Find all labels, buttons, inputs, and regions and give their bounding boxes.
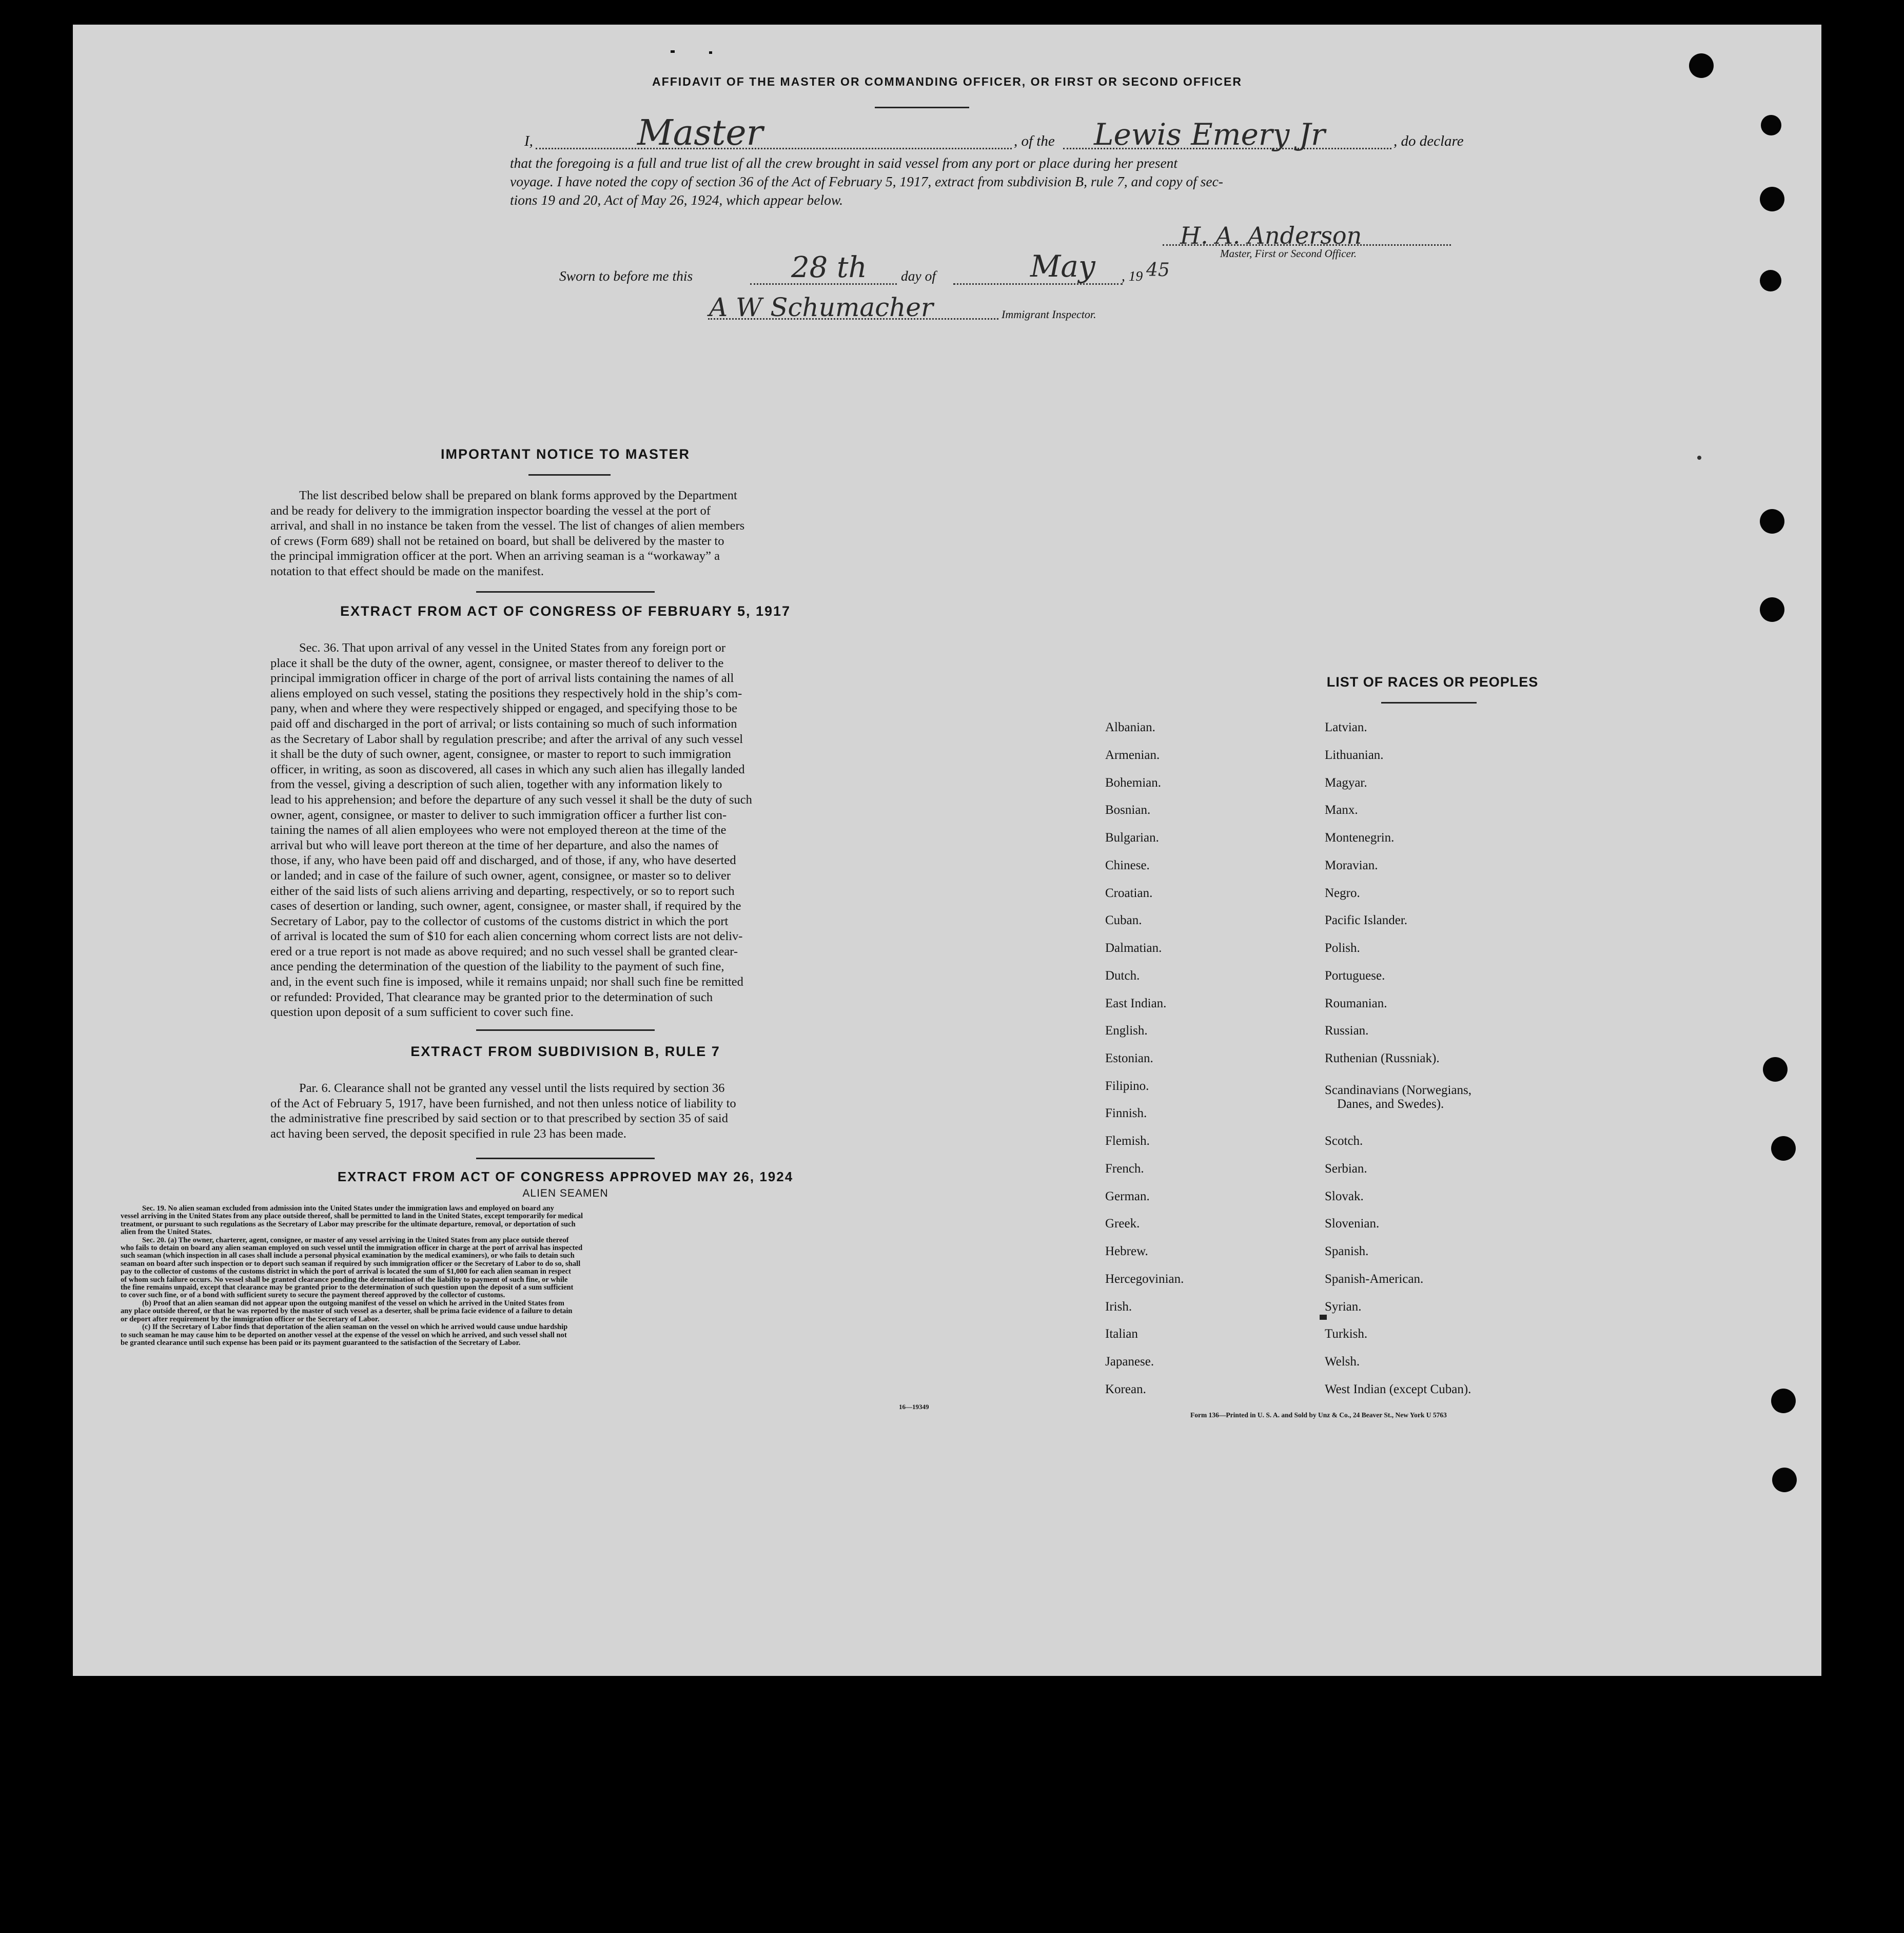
- printing-speck: [671, 50, 675, 53]
- handwritten-vessel: Lewis Emery Jr: [1094, 117, 1325, 152]
- race-item: Spanish.: [1325, 1244, 1369, 1258]
- rule7-title: EXTRACT FROM SUBDIVISION B, RULE 7: [410, 1044, 720, 1059]
- section-rule: [476, 591, 655, 593]
- race-item: Greek.: [1105, 1217, 1140, 1231]
- race-item: Hebrew.: [1105, 1244, 1148, 1258]
- notice-line: and be ready for delivery to the immigration inspector boarding the vessel at the port of: [270, 503, 711, 518]
- fine-line: (b) Proof that an alien seaman did not appear upon the outgoing manifest of the vessel on which he arrived in the United States from: [142, 1299, 564, 1307]
- punch-hole: [1760, 597, 1784, 622]
- rule7-line: of the Act of February 5, 1917, have been furnished, and not then unless notice of liability to: [270, 1096, 736, 1110]
- extract-line: place it shall be the duty of the owner, agent, consignee, or master thereof to deliver to the: [270, 656, 724, 670]
- notice-line: of crews (Form 689) shall not be retained on board, but shall be delivered by the master to: [270, 534, 724, 548]
- extract-line: cases of desertion or landing, such owner, agent, consignee, or master shall, if required by the: [270, 899, 741, 913]
- extract-line: those, if any, who have been paid off and discharged, and of those, if any, who have deserted: [270, 853, 736, 868]
- notice-line: notation to that effect should be made on the manifest.: [270, 564, 544, 578]
- section-rule: [476, 1029, 655, 1031]
- races-rule: [1381, 702, 1477, 704]
- race-item: Serbian.: [1325, 1162, 1367, 1176]
- race-item: East Indian.: [1105, 997, 1167, 1010]
- punch-hole: [1771, 1389, 1796, 1413]
- printer-imprint: Form 136—Printed in U. S. A. and Sold by Unz & Co., 24 Beaver St., New York U 5763: [1190, 1411, 1447, 1419]
- extract-line: of arrival is located the sum of $10 for each alien concerning whom correct lists are not deliv-: [270, 929, 743, 944]
- extract-line: and, in the event such fine is imposed, while it remains unpaid; nor shall such fine be remitted: [270, 975, 743, 989]
- notice-line: The list described below shall be prepared on blank forms approved by the Department: [299, 489, 737, 502]
- race-item: Syrian.: [1325, 1300, 1362, 1314]
- punch-hole: [1760, 187, 1784, 211]
- fine-line: who fails to detain on board any alien seaman employed on such vessel until the immigration officer in charge at the port of arrival has inspected: [121, 1244, 583, 1253]
- race-item: Italian: [1105, 1327, 1138, 1341]
- fine-line: treatment, or pursuant to such regulations as the Secretary of Labor may prescribe for the ultimate departure, removal, or deportation of such: [121, 1220, 576, 1228]
- race-item: Moravian.: [1325, 858, 1378, 872]
- affidavit-line: that the foregoing is a full and true list of all the crew brought in said vessel from any port or place during her present: [510, 155, 1178, 171]
- punch-hole: [1760, 270, 1781, 291]
- races-title: LIST OF RACES OR PEOPLES: [1326, 674, 1539, 690]
- punch-hole: [1763, 1057, 1788, 1082]
- fine-line: Sec. 19. No alien seaman excluded from admission into the United States under the immigration laws and employed on board any: [142, 1204, 554, 1213]
- race-item: Turkish.: [1325, 1327, 1368, 1341]
- notice-line: the principal immigration officer at the port. When an arriving seaman is a “workaway” a: [270, 549, 720, 563]
- punch-hole: [1771, 1136, 1796, 1161]
- extract-line: as the Secretary of Labor shall by regulation prescribe; and after the arrival of any such vessel: [270, 732, 743, 746]
- race-item: Scandinavians (Norwegians,: [1325, 1083, 1472, 1097]
- race-item: Chinese.: [1105, 858, 1150, 872]
- affidavit-line: voyage. I have noted the copy of section 36 of the Act of February 5, 1917, extract from subdivision B, rule 7, and copy of sec-: [510, 173, 1223, 189]
- rule7-line: act having been served, the deposit specified in rule 23 has been made.: [270, 1126, 626, 1141]
- handwritten-day: 28 th: [791, 251, 867, 284]
- extract-line: owner, agent, consignee, or master to deliver to such immigration officer a further list con-: [270, 808, 727, 822]
- fine-line: such seaman (which inspection in all cases shall include a personal physical examination by the medical examiners), or who fails to detain such: [121, 1252, 575, 1260]
- race-item: Bosnian.: [1105, 803, 1151, 817]
- extract-line: lead to his apprehension; and before the departure of any such vessel it shall be the duty of such: [270, 792, 752, 807]
- race-item: Dalmatian.: [1105, 941, 1162, 955]
- race-item: Finnish.: [1105, 1106, 1147, 1120]
- race-item: Bulgarian.: [1105, 831, 1159, 845]
- race-item: English.: [1105, 1024, 1148, 1038]
- race-item: Cuban.: [1105, 913, 1142, 927]
- race-item: Roumanian.: [1325, 997, 1387, 1010]
- fine-line: Sec. 20. (a) The owner, charterer, agent, consignee, or master of any vessel arriving in the United States from any place outside thereof: [142, 1236, 569, 1244]
- punch-hole: [1772, 1468, 1797, 1492]
- extract-line: principal immigration officer in charge of the port of arrival lists containing the names of all: [270, 671, 734, 686]
- extract-line: Sec. 36. That upon arrival of any vessel in the United States from any foreign port or: [299, 641, 725, 655]
- year-prefix: , 19: [1122, 268, 1143, 284]
- race-item: Scotch.: [1325, 1134, 1363, 1148]
- printing-speck: [709, 51, 712, 54]
- document-page: [73, 25, 1821, 1676]
- race-item: Russian.: [1325, 1024, 1369, 1038]
- race-item: Montenegrin.: [1325, 831, 1395, 845]
- affidavit-text: [510, 154, 1223, 209]
- rule7-line: Par. 6. Clearance shall not be granted any vessel until the lists required by section 36: [299, 1081, 725, 1095]
- ink-mark: [1320, 1315, 1327, 1320]
- race-item: West Indian (except Cuban).: [1325, 1382, 1471, 1396]
- race-item: Slovenian.: [1325, 1217, 1380, 1231]
- handwritten-year: 45: [1146, 260, 1170, 281]
- rule7-line: the administrative fine prescribed by said section or to that prescribed by section 35 of said: [270, 1111, 728, 1126]
- race-item: Japanese.: [1105, 1355, 1154, 1369]
- handwritten-name: Master: [637, 113, 763, 153]
- race-item: Danes, and Swedes).: [1337, 1097, 1444, 1111]
- notice-line: arrival, and shall in no instance be taken from the vessel. The list of changes of alien members: [270, 519, 745, 533]
- handwritten-month: May: [1030, 249, 1095, 284]
- race-item: Flemish.: [1105, 1134, 1150, 1148]
- race-item: French.: [1105, 1162, 1144, 1176]
- race-item: Portuguese.: [1325, 969, 1385, 983]
- race-item: Negro.: [1325, 886, 1360, 900]
- punch-hole: [1689, 53, 1714, 78]
- fine-line: seaman on board after such inspection or to deport such seaman if required by such immigration officer or the Secretary of Labor to do so, shall: [121, 1259, 581, 1268]
- race-item: Irish.: [1105, 1300, 1132, 1314]
- race-item: Latvian.: [1325, 720, 1367, 734]
- race-item: Pacific Islander.: [1325, 913, 1408, 927]
- fine-line: to such seaman he may cause him to be deported on another vessel at the expense of the vessel on which he arrived, and such vessel shall not: [121, 1331, 567, 1339]
- title-rule: [875, 107, 969, 108]
- inspector-signature: A W Schumacher: [709, 292, 933, 322]
- extract-1917-body: [270, 640, 855, 1020]
- fine-line: or deport after requirement by the immigration officer or the Secretary of Labor.: [121, 1315, 380, 1323]
- notice-title: IMPORTANT NOTICE TO MASTER: [441, 446, 690, 462]
- extract-line: arrival but who will leave port thereon at the time of her departure, and also the names of: [270, 838, 719, 852]
- of-the-label: , of the: [1014, 133, 1055, 149]
- race-item: Albanian.: [1105, 720, 1155, 734]
- extract-line: officer, in writing, as soon as discovered, all cases in which any such alien has illegally landed: [270, 762, 745, 776]
- race-item: Filipino.: [1105, 1079, 1149, 1093]
- race-item: Magyar.: [1325, 776, 1367, 790]
- fine-line: pay to the collector of customs of the customs district in which the port of arrival is located the sum of $1,000 for each alien seaman in respect: [121, 1267, 571, 1276]
- fine-line: the fine remains unpaid, except that clearance may be granted prior to the determination of such question upon the deposit of a sum sufficient: [121, 1283, 574, 1292]
- race-item: Polish.: [1325, 941, 1360, 955]
- race-item: Welsh.: [1325, 1355, 1360, 1369]
- race-item: Ruthenian (Russniak).: [1325, 1051, 1440, 1065]
- extract-line: it shall be the duty of such owner, agent, consignee, or master to report to such immigration: [270, 747, 731, 762]
- punch-hole: [1760, 509, 1784, 534]
- race-item: Korean.: [1105, 1382, 1146, 1396]
- race-item: Estonian.: [1105, 1051, 1153, 1065]
- extract-line: Secretary of Labor, pay to the collector of customs of the customs district in which the port: [270, 914, 729, 928]
- extract-1924-subtitle: ALIEN SEAMEN: [522, 1187, 609, 1199]
- race-item: Spanish-American.: [1325, 1272, 1424, 1286]
- name-line: [536, 148, 1012, 149]
- rule7-body: [270, 1081, 855, 1141]
- sworn-label: Sworn to before me this: [559, 268, 693, 284]
- master-signature: H. A. Anderson: [1180, 222, 1362, 249]
- extract-line: or refunded: Provided, That clearance may be granted prior to the determination of such: [270, 990, 713, 1004]
- declarant-label: I,: [524, 133, 533, 149]
- fine-line: vessel arriving in the United States from any place outside thereof, shall be permitted to land in the United States, except temporarily for medical: [121, 1212, 583, 1221]
- extract-line: pany, when and where they were respectively shipped or engaged, and specifying those to be: [270, 701, 738, 716]
- fine-line: to cover such fine, or of a bond with sufficient surety to secure the payment thereof approved by the collector of customs.: [121, 1291, 505, 1300]
- race-item: Bohemian.: [1105, 776, 1162, 790]
- day-of-label: day of: [901, 268, 936, 284]
- extract-line: ance pending the determination of the question of the liability to the payment of such fine,: [270, 960, 724, 974]
- do-declare-label: , do declare: [1393, 133, 1464, 149]
- punch-hole: [1761, 115, 1781, 135]
- extract-line: taining the names of all alien employees who were not employed thereon at the time of the: [270, 823, 727, 837]
- extract-1924-title: EXTRACT FROM ACT OF CONGRESS APPROVED MAY 26, 1924: [337, 1169, 794, 1184]
- race-item: Armenian.: [1105, 748, 1160, 762]
- race-item: Hercegovinian.: [1105, 1272, 1184, 1286]
- race-item: German.: [1105, 1189, 1150, 1203]
- fine-line: of whom such failure occurs. No vessel shall be granted clearance pending the determination of the liability to payment of such fine, or while: [121, 1275, 568, 1284]
- extract-1924-body: [121, 1205, 940, 1347]
- extract-line: aliens employed on such vessel, stating the positions they respectively hold in the ship’s com-: [270, 686, 742, 700]
- notice-rule: [528, 474, 611, 476]
- extract-line: either of the said lists of such aliens arriving and departing, respectively, or so to report such: [270, 884, 735, 898]
- extract-1917-title: EXTRACT FROM ACT OF CONGRESS OF FEBRUARY 5, 1917: [340, 603, 791, 619]
- fine-line: be granted clearance until such expense has been paid or its payment guaranteed to the satisfaction of the Secretary of Labor.: [121, 1338, 521, 1347]
- inspector-caption: Immigrant Inspector.: [1002, 308, 1096, 321]
- fine-line: alien from the United States.: [121, 1228, 212, 1237]
- extract-line: or landed; and in case of the failure of such owner, agent, consignee, or master so to deliver: [270, 868, 731, 883]
- form-number: 16—19349: [899, 1403, 929, 1411]
- affidavit-title: AFFIDAVIT OF THE MASTER OR COMMANDING OFFICER, OR FIRST OR SECOND OFFICER: [652, 75, 1242, 88]
- race-item: Slovak.: [1325, 1189, 1364, 1203]
- race-item: Manx.: [1325, 803, 1358, 817]
- extract-line: question upon deposit of a sum sufficient to cover such fine.: [270, 1005, 574, 1020]
- printing-speck: [1697, 456, 1701, 460]
- extract-line: from the vessel, giving a description of such alien, together with any information likely to: [270, 777, 722, 792]
- extract-line: paid off and discharged in the port of arrival; or lists containing so much of such information: [270, 716, 737, 731]
- section-rule: [476, 1158, 655, 1159]
- race-item: Dutch.: [1105, 969, 1140, 983]
- race-item: Croatian.: [1105, 886, 1153, 900]
- race-item: Lithuanian.: [1325, 748, 1384, 762]
- master-caption: Master, First or Second Officer.: [1220, 247, 1357, 260]
- fine-line: (c) If the Secretary of Labor finds that deportation of the alien seaman on the vessel on which he arrived would cause undue hardship: [142, 1323, 568, 1332]
- fine-line: any place outside thereof, or that he was reported by the master of such vessel as a deserter, shall be prima facie evidence of a failure to detain: [121, 1307, 573, 1316]
- affidavit-line: tions 19 and 20, Act of May 26, 1924, which appear below.: [510, 192, 843, 208]
- extract-line: ered or a true report is not made as above required; and no such vessel shall be granted clear-: [270, 944, 738, 959]
- notice-body: [270, 488, 855, 579]
